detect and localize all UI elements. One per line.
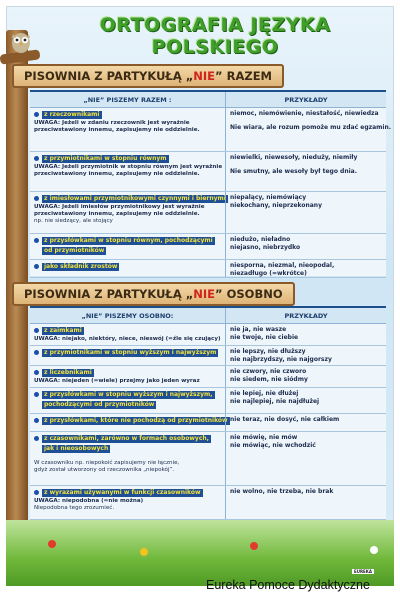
example-text: Nie wiara, ale rozum pomoże mu zdać egzamin. [230,124,392,131]
rule-highlight: z rzeczownikami [44,111,100,118]
examples-cell [225,234,386,259]
table-row [30,346,386,366]
rule-highlight: jako składnik zrostów [44,263,118,270]
rule-heading [34,262,222,272]
rule-highlight: z przymiotnikami w stopniu równym [44,155,167,162]
examples-cell [225,414,386,431]
rule-highlight: jak i nieosobowych [44,445,109,452]
section1-head-rule: „NIE” PISZEMY RAZEM : [83,96,172,104]
example-text: nie wolno, nie trzeba, nie brak [230,488,334,495]
rule-highlight: z liczebnikami [44,369,92,376]
rule-cell [30,346,225,365]
rule-cell [30,388,225,413]
table-row [30,366,386,388]
examples-cell [225,366,386,387]
table-row [30,324,386,346]
table-row [30,108,392,152]
grass-meadow [6,520,394,586]
rule-note: UWAGA: niejako, niektóry, niece, nieswój (=źle się czujący) [34,336,221,342]
rule-highlight: z przysłówkami w stopniu wyższym i najwyższym, [44,391,213,398]
example-text: niejasno, niebrzydko [230,244,301,251]
flower-icon [48,540,56,548]
section2-table [30,306,386,526]
table-row [30,432,386,486]
section1-sign: PISOWNIA Z PARTYKUŁĄ „NIE” RAZEM [12,64,284,88]
rule-highlight: pochodzącymi od przymiotników [44,401,155,408]
examples-cell [225,486,386,519]
rule-heading [34,236,222,246]
section2-head-rule: „NIE” PISZEMY OSOBNO: [81,312,174,320]
example-text: nie mówię, nie mów [230,434,298,441]
bullet-icon [34,490,39,495]
flower-icon [250,542,258,550]
example-text: nie najlepiej, nie najdłużej [230,398,320,405]
rule-highlight: z wyrazami używanymi w funkcji czasowników [44,489,201,496]
page-title: ORTOGRAFIA JĘZYKA POLSKIEGO [99,14,331,58]
section2-table-header [30,308,386,324]
rule-highlight: z imiesłowami przymiotnikowymi czynnymi i biernymi [44,195,226,202]
example-text: nie siedem, nie siódmy [230,376,308,383]
rule-note: UWAGA: Jeżeli przymiotnik w stopniu równym jest wyrażnie [34,164,223,170]
owl-icon [8,28,34,54]
rule-heading [34,326,222,336]
bullet-icon [34,156,39,161]
rule-cell [30,324,225,345]
rule-note: UWAGA: niepodobna (=nie można) [34,498,144,504]
rule-note: przeciwstawiony innemu, zapisujemy nie oddzielnie. [34,171,200,177]
example-text: niewielki, niewesoły, nieduży, niemiły [230,154,358,161]
publisher-logo: EUREKA [354,569,372,574]
bullet-icon [34,370,39,375]
flower-icon [140,548,148,556]
section2-head-examples: PRZYKŁADY [225,308,386,323]
flower-icon [370,546,378,554]
bullet-icon [34,328,39,333]
example-text: niesporna, niezmal, nieopodal, [230,262,335,269]
table-row [30,486,386,520]
rule-highlight: z przysłówkami w stopniu równym, pochodzącymi [44,237,213,244]
example-text: niedużo, nieładno [230,236,291,243]
bullet-icon [34,112,39,117]
rule-heading [34,194,226,204]
examples-cell [225,260,386,277]
examples-cell [225,346,386,365]
rule-cell [30,366,225,387]
section1-table [30,90,392,277]
bullet-icon [34,350,39,355]
rule-heading [34,154,222,164]
rule-example: W czasowniku np. niepokoić zapisujemy nie łącznie, [34,460,180,466]
rule-example: np. nie siedzący, ale stojący [34,218,113,224]
rule-cell [30,486,225,519]
bullet-icon [34,392,39,397]
section1-head-examples: PRZYKŁADY [225,92,386,107]
rule-cell [30,152,225,191]
rule-highlight: od przymiotników [44,247,105,254]
example-text: nie czwory, nie czworo [230,368,307,375]
rule-heading [34,368,222,378]
rule-heading [34,444,222,454]
publisher-watermark: Eureka Pomoce Dydaktyczne [206,578,370,592]
examples-cell [225,108,392,151]
rule-cell [30,108,225,151]
table-row [30,234,386,260]
rule-heading [34,348,222,358]
example-text: niezadługo (=wkrótce) [230,270,307,277]
example-text: nie najbrzydszy, nie najgorszy [230,356,332,363]
rule-note: przeciwstawiony innemu, zapisujemy nie oddzielnie. [34,211,200,217]
example-text: nie teraz, nie dosyć, nie całkiem [230,416,340,423]
table-row [30,414,386,432]
rule-cell [30,260,225,277]
bullet-icon [34,436,39,441]
rule-example: Niepodobna tego zrozumieć. [34,505,115,511]
bullet-icon [34,196,39,201]
examples-cell [225,192,386,233]
example-text: nie lepszy, nie dłuższy [230,348,306,355]
examples-cell [225,432,386,485]
example-text: niepalący, niemówiący [230,194,307,201]
examples-cell [225,152,386,191]
rule-cell [30,414,228,431]
example-text: Nie smutny, ale wesoły był tego dnia. [230,168,357,175]
rule-highlight: z czasownikami, zarówno w formach osobowych, [44,435,209,442]
examples-cell [225,324,386,345]
rule-note: UWAGA: Jeżeli imiesłów przymiotnikowy jest wyrażnie [34,204,205,210]
rule-heading [34,434,222,444]
example-text: nie ja, nie wasze [230,326,287,333]
example-text: nie lepiej, nie dłużej [230,390,299,397]
rule-example: gdyż został utworzony od rzeczownika „niepokój”. [34,467,175,473]
rule-cell [30,432,225,485]
rule-heading [34,416,228,426]
rule-cell [30,192,225,233]
bullet-icon [34,418,39,423]
bullet-icon [34,238,39,243]
rule-note: UWAGA: Jeżeli w zdaniu rzeczownik jest wyrażnie [34,120,190,126]
rule-note: przeciwstawiony innemu, zapisujemy nie oddzielnie. [34,127,200,133]
section1-table-header [30,92,386,108]
table-row [30,192,386,234]
rule-heading [34,488,222,498]
rule-highlight: z przymiotnikami w stopniu wyższym i najwyższym [44,349,217,356]
examples-cell [225,388,386,413]
rule-heading [34,400,222,410]
section2-sign: PISOWNIA Z PARTYKUŁĄ „NIE” OSOBNO [12,282,295,306]
rule-heading [34,110,222,120]
rule-heading [34,246,222,256]
example-text: niekochany, nieprzekonany [230,202,322,209]
table-row [30,152,386,192]
rule-note: UWAGA: niejeden (=wiele) przejmy jako jeden wyraz [34,378,200,384]
example-text: nie twoje, nie ciebie [230,334,299,341]
rule-highlight: z zaimkami [44,327,82,334]
table-row [30,260,386,278]
table-row [30,388,386,414]
rule-highlight: z przysłówkami, które nie pochodzą od przymiotników [44,417,228,424]
example-text: niemoc, niemówienie, niestałość, niewiedza [230,110,379,117]
rule-heading [34,390,222,400]
rule-cell [30,234,225,259]
bullet-icon [34,264,39,269]
example-text: nie mówiąc, nie wchodzić [230,442,316,449]
